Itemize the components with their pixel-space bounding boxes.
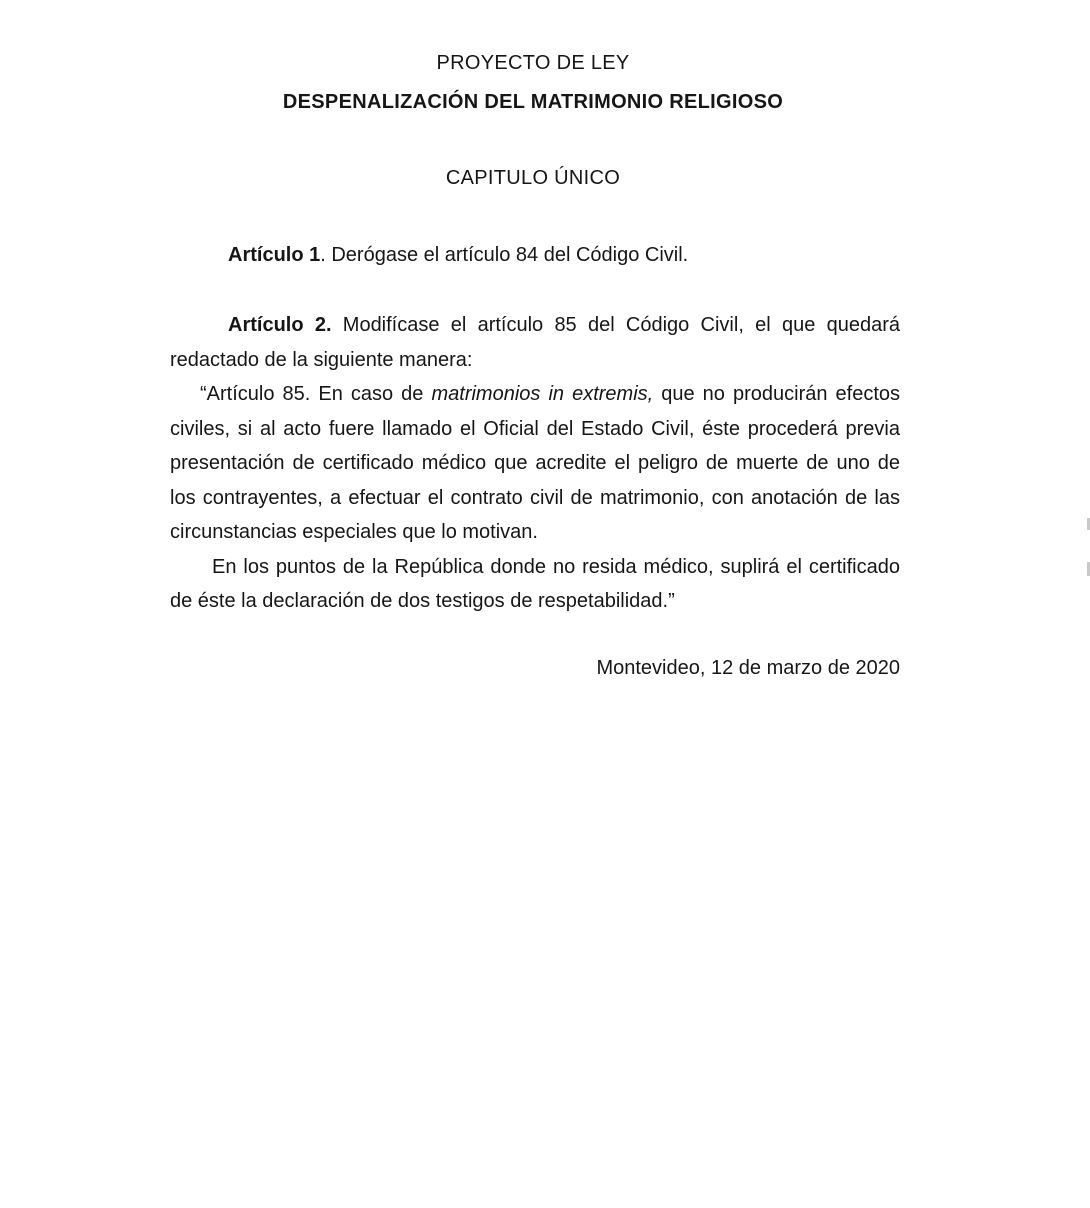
- quote-emphasis: matrimonios in extremis,: [431, 383, 654, 405]
- article-1-label: Artículo 1: [228, 244, 321, 266]
- quote-text-before: “Artículo 85. En caso de: [200, 383, 432, 405]
- article-2-intro-paragraph: [170, 308, 900, 377]
- article-1-paragraph: [170, 238, 900, 273]
- chapter-heading: CAPITULO ÚNICO: [445, 167, 621, 189]
- article-2-intro: Modifícase el artículo 85 del Código Civil, el que quedará redactado de la siguiente manera:: [170, 314, 901, 371]
- article-85-quote-paragraph: [170, 377, 900, 550]
- article-2: [170, 308, 900, 619]
- document-title: DESPENALIZACIÓN DEL MATRIMONIO RELIGIOSO: [282, 91, 784, 113]
- article-1-text: . Derógase el artículo 84 del Código Civil.: [320, 244, 689, 266]
- dateline: Montevideo, 12 de marzo de 2020: [596, 657, 900, 679]
- article-2-label: Artículo 2.: [228, 314, 332, 336]
- document-kicker: PROYECTO DE LEY: [436, 52, 630, 74]
- quote-text-after: que no producirán efectos civiles, si al acto fuere llamado el Oficial del Estado Civil, éste procederá previa presentación de certificado médico que acredite el peligro de muerte de uno de los contrayentes, a efectuar el contrato civil de matrimonio, con anotación de las circunstancias especiales que lo motivan.: [170, 383, 901, 543]
- article-1: [170, 238, 900, 273]
- article-85-second-paragraph: En los puntos de la República donde no resida médico, suplirá el certificado de éste la declaración de dos testigos de respetabilidad.”: [170, 555, 900, 612]
